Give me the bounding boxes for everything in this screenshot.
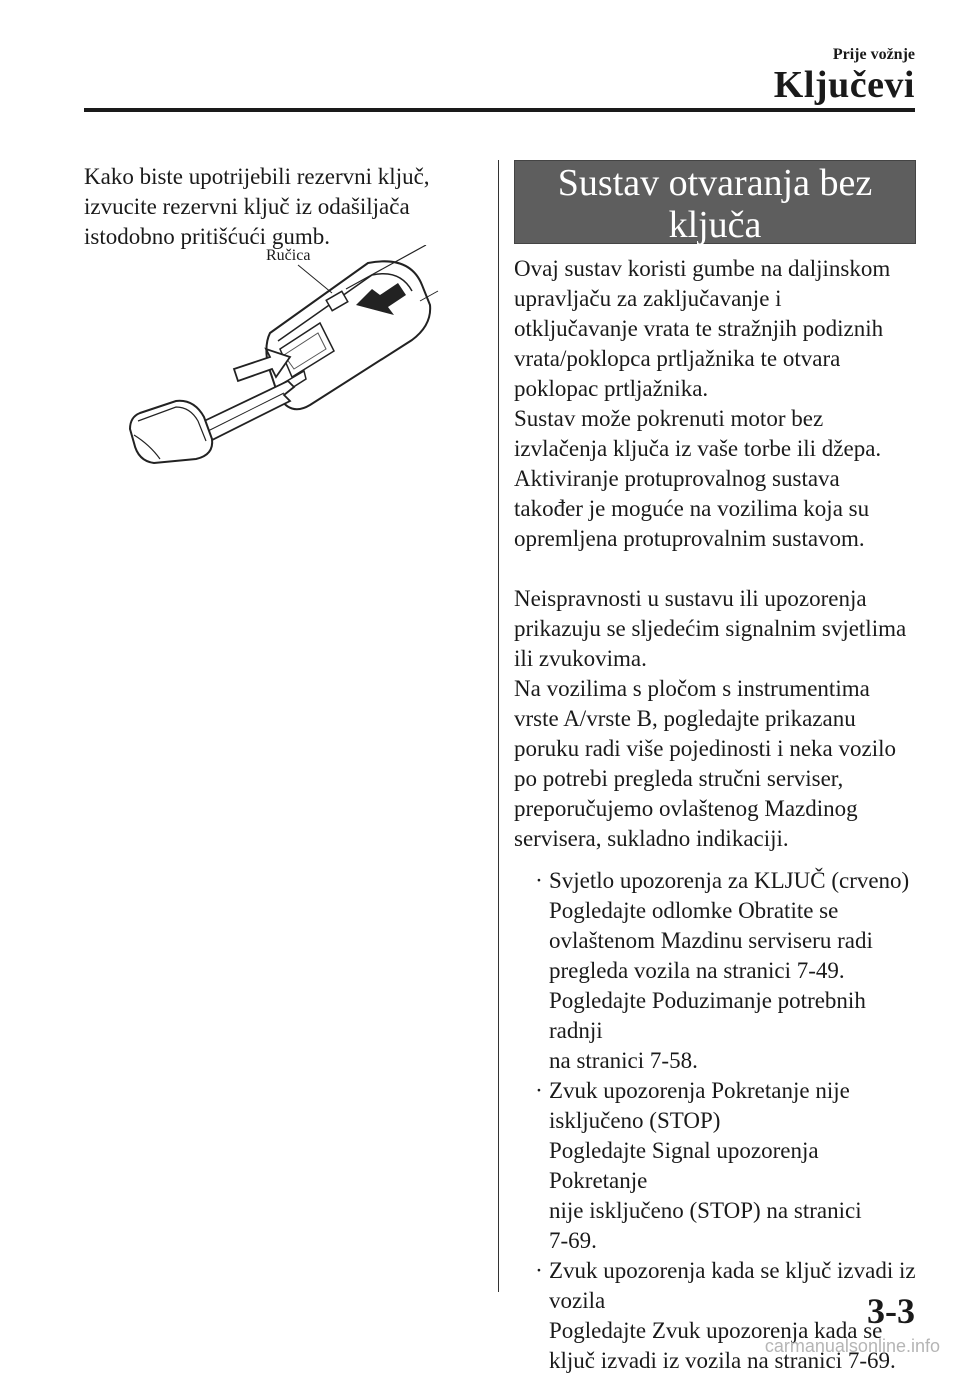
- left-column-text: [84, 162, 484, 252]
- text-line: Na vozilima s pločom s instrumentima: [514, 676, 870, 701]
- text-line: otključavanje vrata te stražnjih podiznih: [514, 316, 884, 341]
- text-line: Neispravnosti u sustavu ili upozorenja: [514, 586, 867, 611]
- text-line: opremljena protuprovalnim sustavom.: [514, 526, 865, 551]
- figure-label: Ručica: [266, 247, 311, 264]
- text-line: vrata/poklopca prtljažnika te otvara: [514, 346, 841, 371]
- text-line: prikazuju se sljedećim signalnim svjetlima: [514, 616, 907, 641]
- text-line: izvucite rezervni ključ iz odašiljača: [84, 194, 410, 219]
- text-line: poklopac prtljažnika.: [514, 376, 709, 401]
- text-line: po potrebi pregleda stručni serviser,: [514, 766, 844, 791]
- bullet-text-line: Pogledajte odlomke Obratite se: [549, 898, 839, 923]
- list-item: [514, 1076, 916, 1256]
- text-line: upravljaču za zaključavanje i: [514, 286, 782, 311]
- list-item: [514, 1256, 916, 1376]
- list-item: [514, 866, 916, 1076]
- right-column-text: [514, 254, 916, 1376]
- text-line: također je moguće na vozilima koja su: [514, 496, 870, 521]
- bullet-text-line: pregleda vozila na stranici 7-49.: [549, 958, 845, 983]
- page-number: 3-3: [867, 1291, 915, 1331]
- section-title-small: Prije vožnje: [832, 46, 915, 63]
- section-heading-box: [514, 160, 916, 244]
- bullet-text-line: ovlaštenom Mazdinu serviseru radi: [549, 928, 873, 953]
- section-heading-line: Sustav otvaranja bez: [557, 162, 873, 204]
- bullet-text-line: Pogledajte Signal upozorenja Pokretanje: [549, 1138, 819, 1193]
- watermark: carmanualsonline.info: [764, 1336, 940, 1356]
- text-line: vrste A/vrste B, pogledajte prikazanu: [514, 706, 856, 731]
- text-line: Kako biste upotrijebili rezervni ključ,: [84, 164, 430, 189]
- bullet-text-line: Zvuk upozorenja Pokretanje nije: [549, 1078, 850, 1103]
- text-line: izvlačenja ključa iz vaše torbe ili džepa.: [514, 436, 882, 461]
- text-line: poruku radi više pojedinosti i neka vozilo: [514, 736, 896, 761]
- bullet-text-line: nije isključeno (STOP) na stranici: [549, 1198, 862, 1223]
- bullet-text-line: ključ izvadi iz vozila na stranici 7-69.: [549, 1348, 896, 1373]
- key-fob-drawing: [120, 245, 440, 470]
- text-line: ili zvukovima.: [514, 646, 647, 671]
- bullet-text-line: isključeno (STOP): [549, 1108, 721, 1133]
- key-illustration: [120, 245, 440, 470]
- bullet-text-line: Pogledajte Poduzimanje potrebnih radnji: [549, 988, 866, 1043]
- text-line: preporučujemo ovlaštenog Mazdinog: [514, 796, 858, 821]
- section-heading-line: ključa: [668, 204, 762, 246]
- bullet-text-line: Svjetlo upozorenja za KLJUČ (crveno): [549, 868, 910, 893]
- header-rule: [84, 108, 915, 112]
- bullet-text-line: na stranici 7-58.: [549, 1048, 698, 1073]
- text-line: Sustav može pokrenuti motor bez: [514, 406, 824, 431]
- text-line: Aktiviranje protuprovalnog sustava: [514, 466, 840, 491]
- bullet-text-line: Pogledajte Zvuk upozorenja kada se: [549, 1318, 883, 1343]
- bullet-text-line: 7-69.: [549, 1228, 597, 1253]
- bullet-list: [514, 866, 916, 1376]
- paragraph-gap: [514, 554, 916, 584]
- bullet-text-line: vozila: [549, 1288, 606, 1313]
- column-divider: [498, 160, 499, 1292]
- text-line: istodobno pritišćući gumb.: [84, 224, 330, 249]
- bullet-text-line: Zvuk upozorenja kada se ključ izvadi iz: [549, 1258, 916, 1283]
- bullet-icon: ·: [535, 1258, 543, 1283]
- chapter-title: Ključevi: [773, 64, 915, 106]
- key-head: [130, 401, 212, 463]
- text-line: Ovaj sustav koristi gumbe na daljinskom: [514, 256, 891, 281]
- text-line: servisera, sukladno indikaciji.: [514, 826, 789, 851]
- bullet-icon: ·: [535, 868, 543, 893]
- bullet-icon: ·: [535, 1078, 543, 1103]
